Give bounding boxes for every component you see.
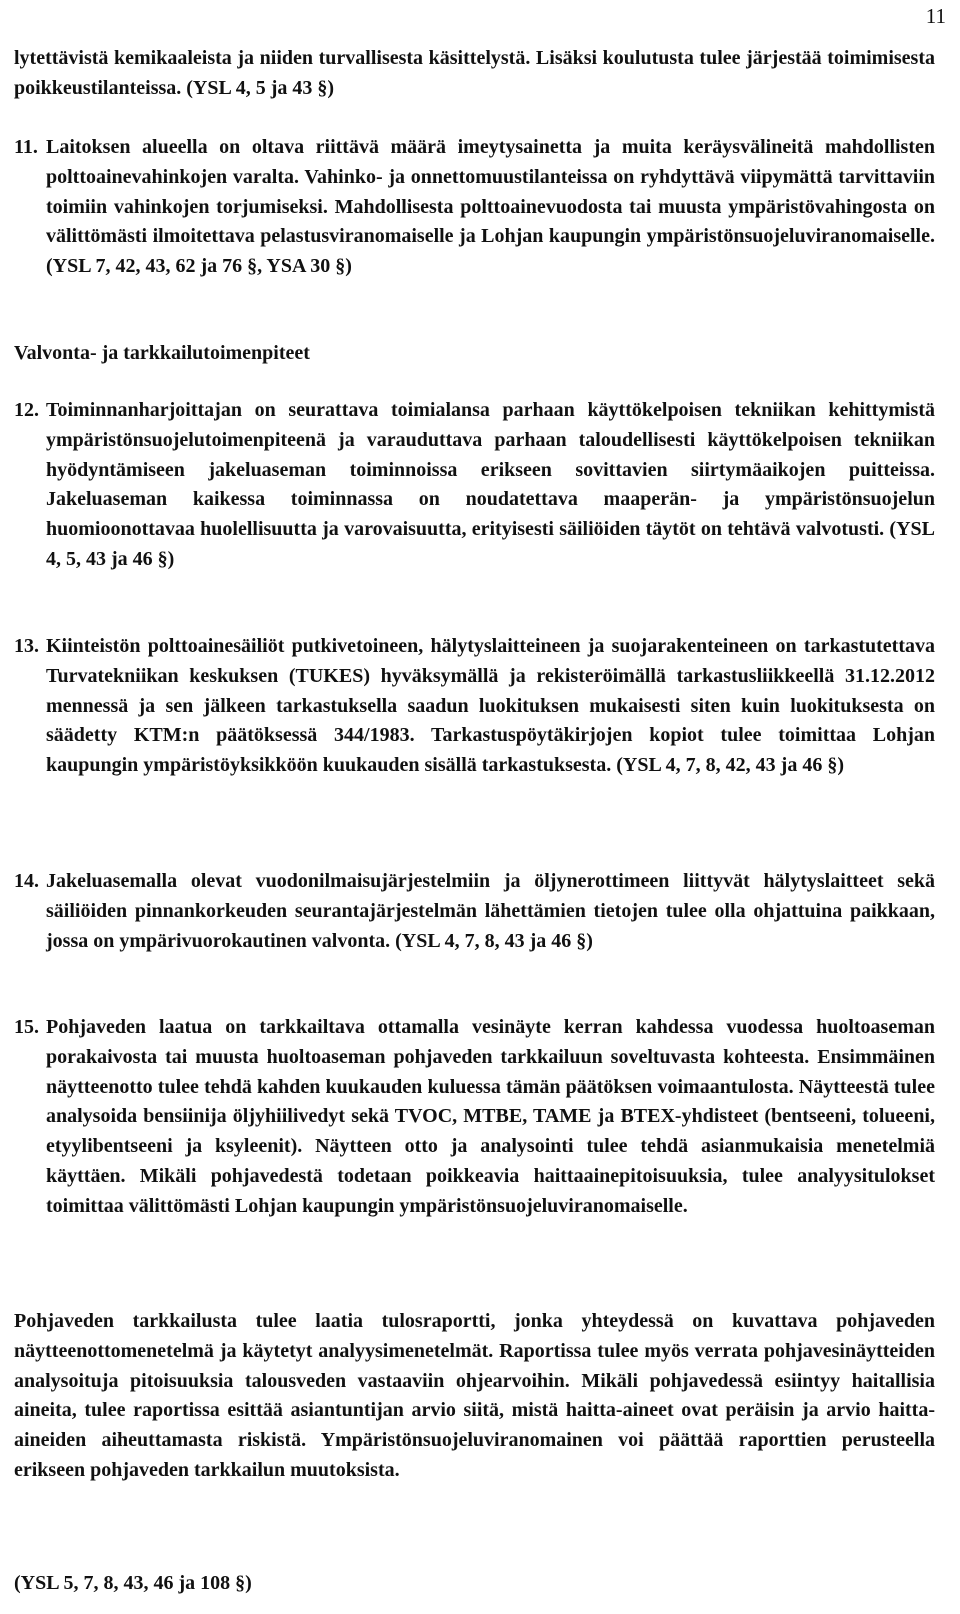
item-text: Toiminnanharjoittajan on seurattava toimialansa parhaan käyttökelpoisen tekniikan kehittymistä ympäristönsuojelutoimenpiteenä ja varauduttava parhaan taloudellisesti käyttökelpoisen tekniikan hyödyntämiseen jakeluaseman toiminnoissa erikseen sovittavien siirtymäaikojen puitteissa. Jakeluaseman kaikessa toiminnassa on noudatettava maaperän- ja ympäristönsuojelun huomioonottavaa huolellisuutta ja varovaisuutta, erityisesti säiliöiden täytöt on tehtävä valvotusti. (YSL 4, 5, 43 ja 46 §)	[46, 399, 935, 570]
closing-paragraph-block	[14, 1307, 935, 1486]
closing-reference: (YSL 5, 7, 8, 43, 46 ja 108 §)	[14, 1572, 252, 1594]
section-heading: Valvonta- ja tarkkailutoimenpiteet	[14, 342, 310, 364]
list-item	[14, 133, 935, 282]
item-text: Pohjaveden laatua on tarkkailtava ottamalla vesinäyte kerran kahdessa vuodessa huoltoaseman porakaivosta tai muusta huoltoaseman pohjaveden tarkkailuun soveltuvasta kohteesta. Ensimmäinen näytteenotto tulee tehdä kahden kuukauden kuluessa tämän päätöksen voimaantulosta. Näytteestä tulee analysoida bensiinija öljyhiilivedyt sekä TVOC, MTBE, TAME ja BTEX-yhdisteet (bentseeni, tolueeni, etyylibentseeni ja ksyleenit). Näytteen otto ja analysointi tulee tehdä asianmukaisia menetelmiä käyttäen. Mikäli pohjavedestä todetaan poikkeavia haittaainepitoisuuksia, tulee analyysitulokset toimittaa välittömästi Lohjan kaupungin ympäristönsuojeluviranomaiselle.	[46, 1016, 935, 1217]
item-text: Laitoksen alueella on oltava riittävä määrä imeytysainetta ja muita keräysvälineitä mahdollisten polttoainevahinkojen varalta. Vahinko- ja onnettomuustilanteissa on ryhdyttävä viipymättä tarvittaviin toimiin vahinkojen torjumiseksi. Mahdollisesta polttoainevuodosta tai muusta ympäristövahingosta on välittömästi ilmoitettava pelastusviranomaiselle ja Lohjan kaupungin ympäristönsuojeluviranomaiselle. (YSL 7, 42, 43, 62 ja 76 §, YSA 30 §)	[46, 136, 935, 278]
item-text: Jakeluasemalla olevat vuodonilmaisujärjestelmiin ja öljynerottimeen liittyvät hälytyslaitteet sekä säiliöiden pinnankorkeuden seurantajärjestelmän lähettämien tietojen tulee olla ohjattuina paikkaan, jossa on ympärivuorokautinen valvonta. (YSL 4, 7, 8, 43 ja 46 §)	[46, 870, 935, 952]
item-13-block	[14, 632, 935, 781]
list-item	[14, 396, 935, 575]
closing-paragraph: Pohjaveden tarkkailusta tulee laatia tulosraportti, jonka yhteydessä on kuvattava pohjaveden näytteenottomenetelmä ja käytetyt analyysimenetelmät. Raportissa tulee myös verrata pohjavesinäytteiden analysoituja pitoisuuksia talousveden vastaaviin ohjearvoihin. Mikäli pohjavedessä esiintyy haitallisia aineita, tulee raportissa esittää asiantuntijan arvio siitä, mistä haitta-aineet ovat peräisin ja arvio haitta-aineiden aiheuttamasta riskistä. Ympäristönsuojeluviranomainen voi päättää raporttien perusteella erikseen pohjaveden tarkkailun muutoksista.	[14, 1310, 935, 1481]
item-15-block	[14, 1013, 935, 1222]
item-number: 14.	[14, 870, 39, 892]
section-heading-block	[14, 339, 935, 369]
list-item	[14, 632, 935, 781]
list-item	[14, 867, 935, 956]
list-item	[14, 1013, 935, 1222]
item-number: 13.	[14, 635, 39, 657]
intro-paragraph: lytettävistä kemikaaleista ja niiden turvallisesta käsittelystä. Lisäksi koulutusta tulee järjestää toimimisesta poikkeustilanteissa. (YSL 4, 5 ja 43 §)	[14, 47, 935, 99]
item-number: 15.	[14, 1016, 39, 1038]
intro-paragraph-block	[14, 44, 935, 104]
closing-reference-block	[14, 1569, 935, 1599]
page-number: 11	[925, 4, 946, 28]
item-number: 12.	[14, 399, 39, 421]
item-text: Kiinteistön polttoainesäiliöt putkivetoineen, hälytyslaitteineen ja suojarakenteineen on tarkastutettava Turvatekniikan keskuksen (TUKES) hyväksymällä ja rekisteröimällä tarkastusliikkeellä 31.12.2012 mennessä ja sen jälkeen tarkastuksella saadun luokituksen mukaisesti siten kuin luokituksesta on säädetty KTM:n päätöksessä 344/1983. Tarkastuspöytäkirjojen kopiot tulee toimittaa Lohjan kaupungin ympäristöyksikköön kuukauden sisällä tarkastuksesta. (YSL 4, 7, 8, 42, 43 ja 46 §)	[46, 635, 935, 777]
item-14-block	[14, 867, 935, 956]
item-number: 11.	[14, 136, 38, 158]
item-11-block	[14, 133, 935, 282]
item-12-block	[14, 396, 935, 575]
